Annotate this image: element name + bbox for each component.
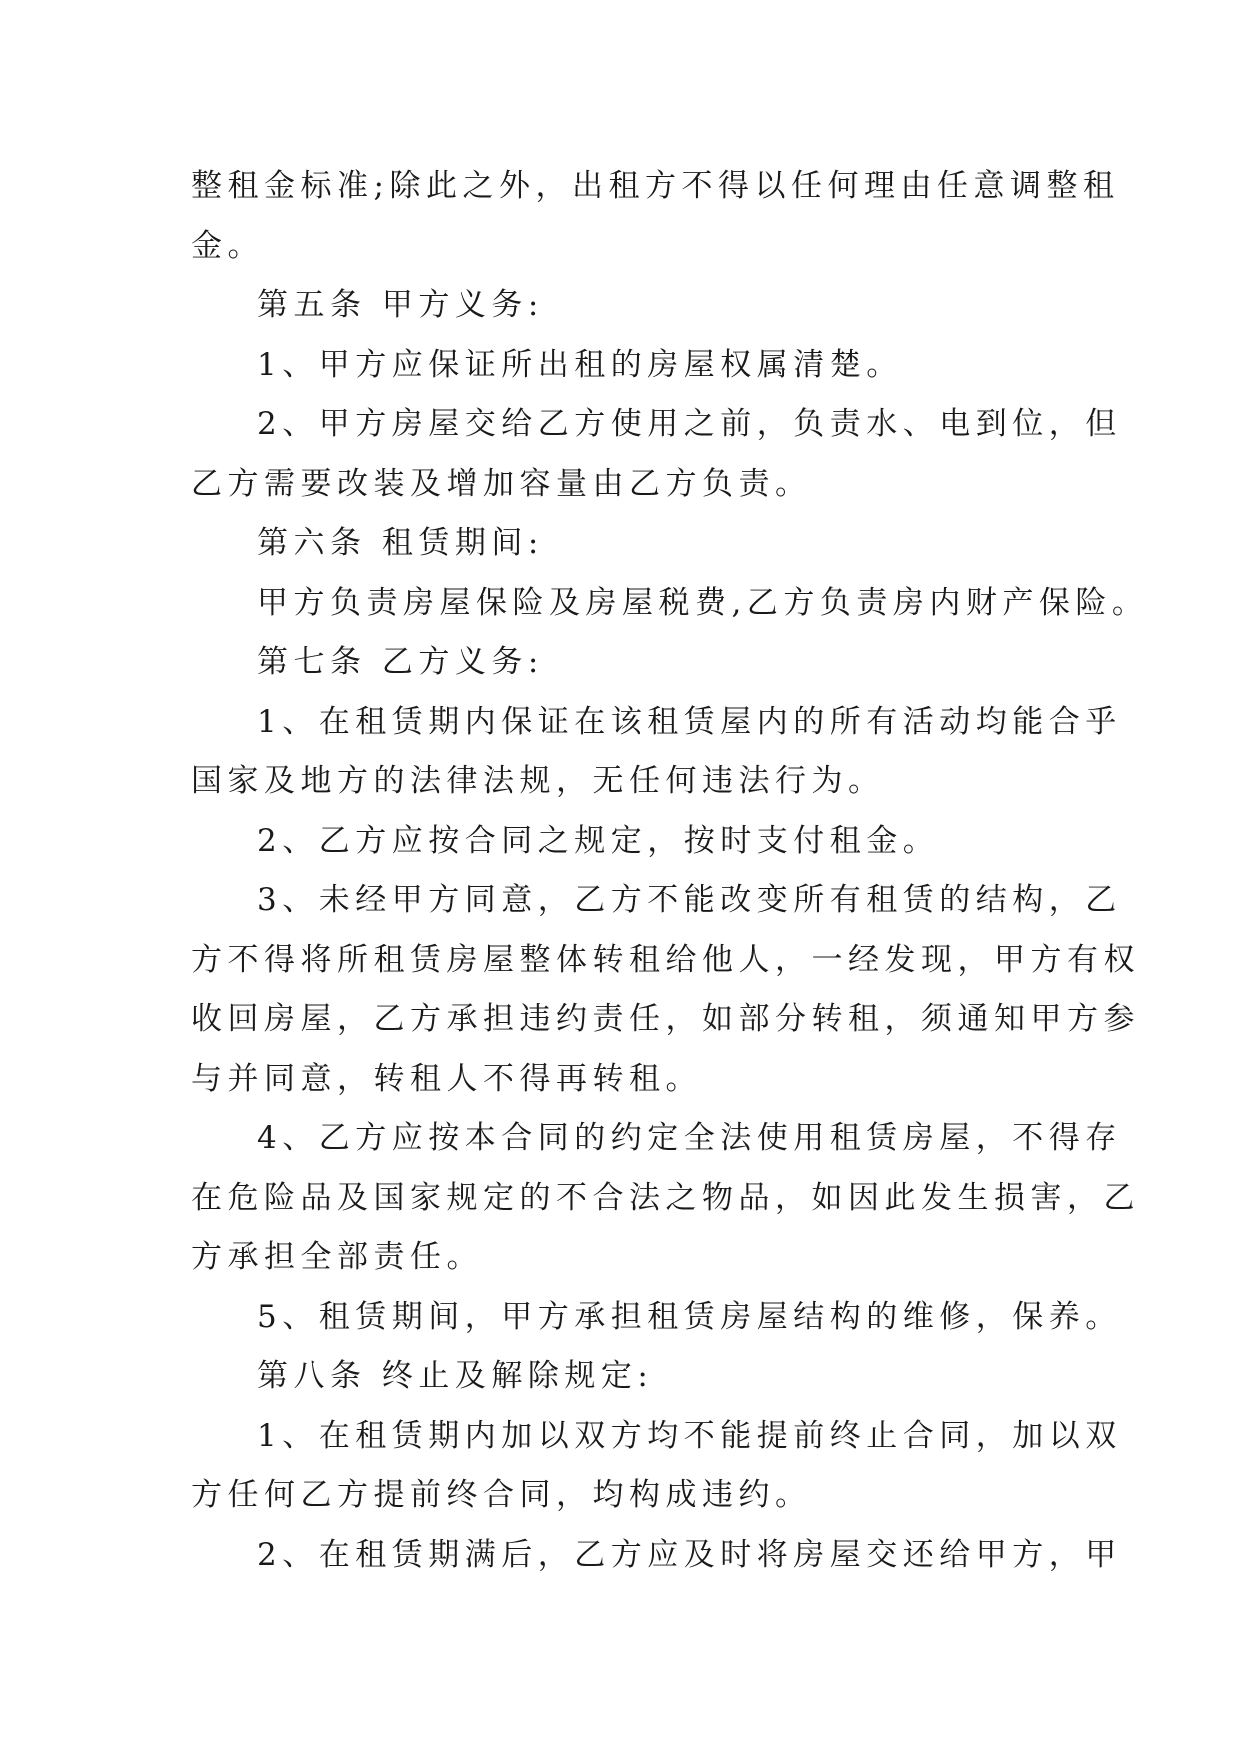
text-line: 第八条 终止及解除规定: <box>257 1358 654 1394</box>
text-line: 3、未经甲方同意，乙方不能改变所有租赁的结构，乙 <box>257 882 1122 918</box>
text-line: 1、在租赁期内加以双方均不能提前终止合同，加以双 <box>257 1417 1122 1454</box>
text-line: 方任何乙方提前终合同，均构成违约。 <box>191 1477 812 1513</box>
text-line: 第五条 甲方义务: <box>257 287 544 323</box>
text-line: 1、在租赁期内保证在该租赁屋内的所有活动均能合乎 <box>257 703 1122 740</box>
text-line: 第七条 乙方义务: <box>257 644 544 680</box>
text-line: 4、乙方应按本合同的约定全法使用租赁房屋，不得存 <box>257 1120 1122 1156</box>
text-line: 2、乙方应按合同之规定，按时支付租金。 <box>257 822 940 859</box>
text-line: 甲方负责房屋保险及房屋税费,乙方负责房内财产保险。 <box>257 584 1149 621</box>
text-line: 与并同意，转租人不得再转租。 <box>191 1060 702 1097</box>
text-line: 1、甲方应保证所出租的房屋权属清楚。 <box>257 346 903 383</box>
text-line: 收回房屋，乙方承担违约责任，如部分转租，须通知甲方参 <box>191 1001 1140 1037</box>
text-line: 整租金标准;除此之外，出租方不得以任何理由任意调整租 <box>191 168 1120 204</box>
text-line: 国家及地方的法律法规，无任何违法行为。 <box>191 763 885 799</box>
text-line: 乙方需要改装及增加容量由乙方负责。 <box>191 465 812 502</box>
text-line: 方不得将所租赁房屋整体转租给他人，一经发现，甲方有权 <box>191 941 1140 978</box>
text-line: 方承担全部责任。 <box>191 1239 483 1275</box>
text-line: 5、租赁期间，甲方承担租赁房屋结构的维修，保养。 <box>257 1298 1122 1335</box>
text-line: 金。 <box>191 227 264 264</box>
document-body <box>191 157 1149 1585</box>
text-line: 第六条 租赁期间: <box>257 525 544 561</box>
text-line: 在危险品及国家规定的不合法之物品，如因此发生损害，乙 <box>191 1179 1140 1216</box>
text-line: 2、甲方房屋交给乙方使用之前，负责水、电到位，但 <box>257 406 1122 442</box>
text-line: 2、在租赁期满后，乙方应及时将房屋交还给甲方，甲 <box>257 1536 1122 1573</box>
